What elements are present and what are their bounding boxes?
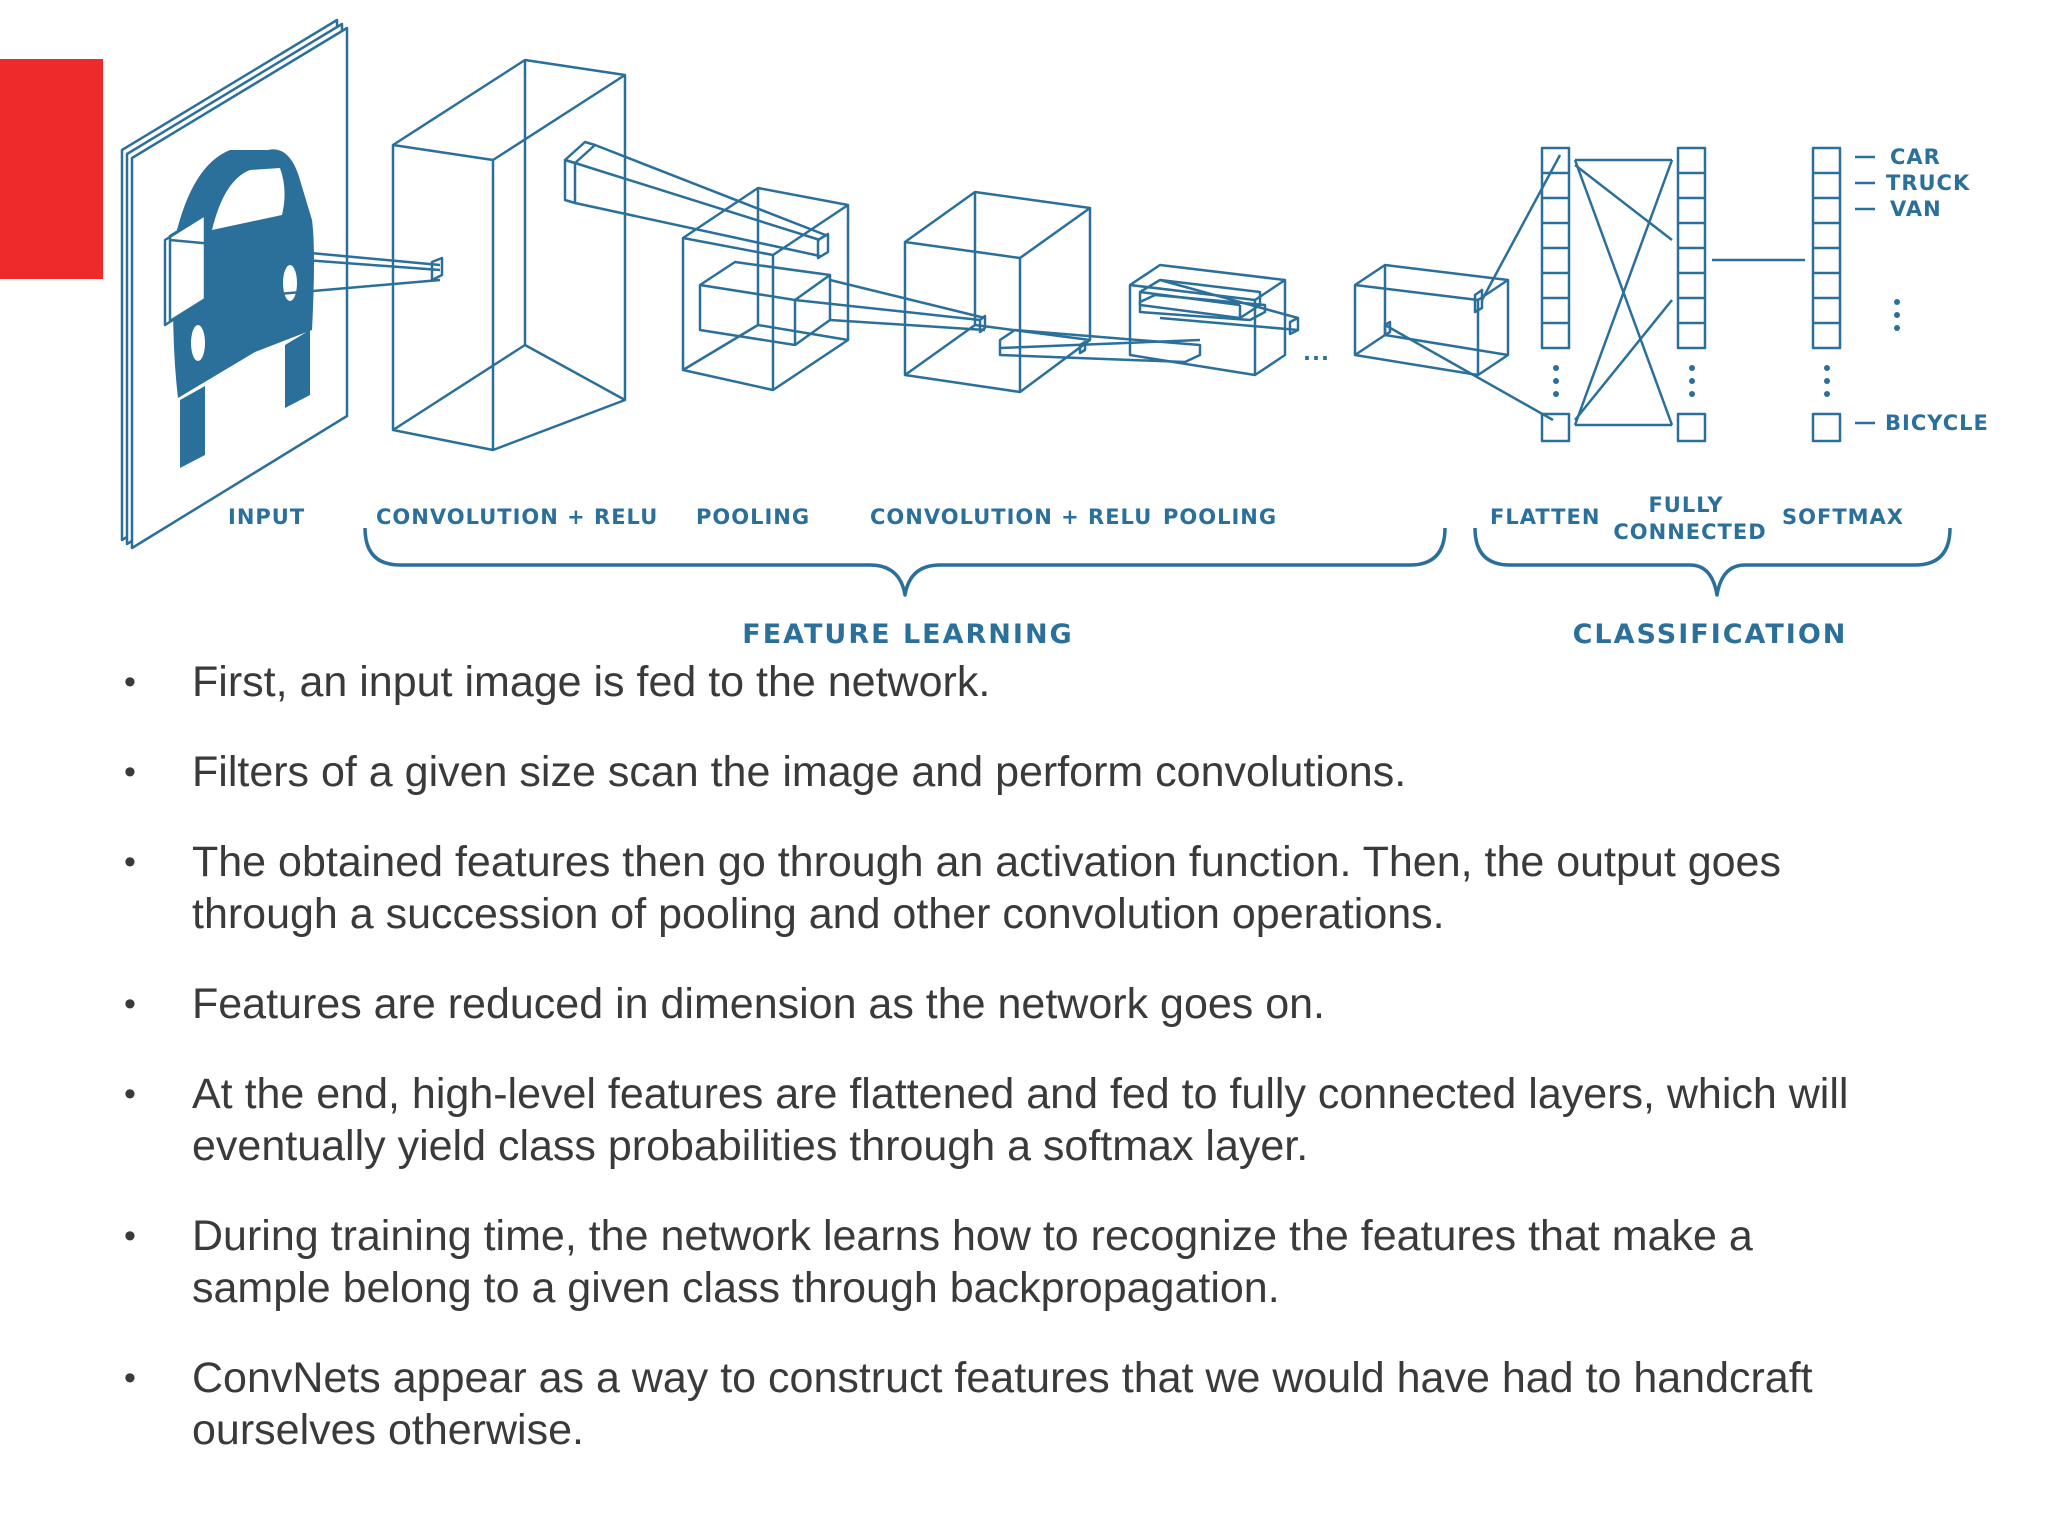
cnn-architecture-diagram: [0, 0, 2048, 680]
class-label-bicycle: BICYCLE: [1885, 411, 1989, 435]
bullet-dot: •: [124, 1217, 136, 1255]
bullet-text: Filters of a given size scan the image and perform convolutions.: [192, 748, 1407, 796]
input-label: INPUT: [228, 505, 306, 529]
bullet-item: [0, 836, 1900, 940]
bullet-text: During training time, the network learns how to recognize the features that make a sample belong to a given class through backpropagation.: [192, 1212, 1753, 1312]
bullet-dot: •: [124, 843, 136, 881]
conv2-volume: [905, 192, 1200, 392]
classification-label: CLASSIFICATION: [1572, 619, 1848, 650]
fully-connected-column: [1678, 148, 1705, 441]
bullet-text: At the end, high-level features are flattened and fed to fully connected layers, which will eventually yield class probabilities through a softmax layer.: [192, 1070, 1849, 1170]
bullet-list: [0, 656, 1900, 1494]
class-label-van: VAN: [1890, 197, 1942, 221]
bullet-dot: •: [124, 1075, 136, 1113]
class-label-car: CAR: [1890, 145, 1941, 169]
bullet-item: [0, 746, 1900, 798]
bullet-item: [0, 1210, 1900, 1314]
bullet-dot: •: [124, 985, 136, 1023]
bullet-dot: •: [124, 663, 136, 701]
bullet-text: Features are reduced in dimension as the network goes on.: [192, 980, 1325, 1028]
pool2-label: POOLING: [1163, 505, 1278, 529]
fully-connected-label-line2: CONNECTED: [1613, 520, 1767, 544]
flatten-column: [1542, 148, 1569, 441]
flatten-label: FLATTEN: [1490, 505, 1601, 529]
conv1-label: CONVOLUTION + RELU: [376, 505, 659, 529]
conv1-volume: [393, 60, 625, 450]
bullet-item: [0, 1352, 1900, 1456]
pool1-volume: [683, 188, 848, 390]
bullet-item: [0, 978, 1900, 1030]
class-label-truck: TRUCK: [1886, 171, 1971, 195]
bullet-text: First, an input image is fed to the network.: [192, 658, 991, 706]
fully-connected-label-line1: FULLY: [1648, 493, 1724, 517]
bullet-dot: •: [124, 753, 136, 791]
bullet-text: ConvNets appear as a way to construct features that we would have had to handcraft ourselves otherwise.: [192, 1354, 1813, 1454]
ellipsis-label: ...: [1303, 341, 1330, 365]
bullet-dot: •: [124, 1359, 136, 1397]
bullet-item: [0, 656, 1900, 708]
feature-learning-brace: [365, 528, 1445, 595]
conv2-label: CONVOLUTION + RELU: [870, 505, 1153, 529]
softmax-column: [1813, 148, 1840, 441]
bullet-item: [0, 1068, 1900, 1172]
feature-learning-label: FEATURE LEARNING: [742, 619, 1074, 650]
pool2-volume: [1130, 265, 1298, 375]
bullet-text: The obtained features then go through an activation function. Then, the output goes through a succession of pooling and other convolution operations.: [192, 838, 1781, 938]
pool1-label: POOLING: [696, 505, 811, 529]
final-feature-volume: [1355, 265, 1508, 375]
softmax-label: SOFTMAX: [1782, 505, 1904, 529]
